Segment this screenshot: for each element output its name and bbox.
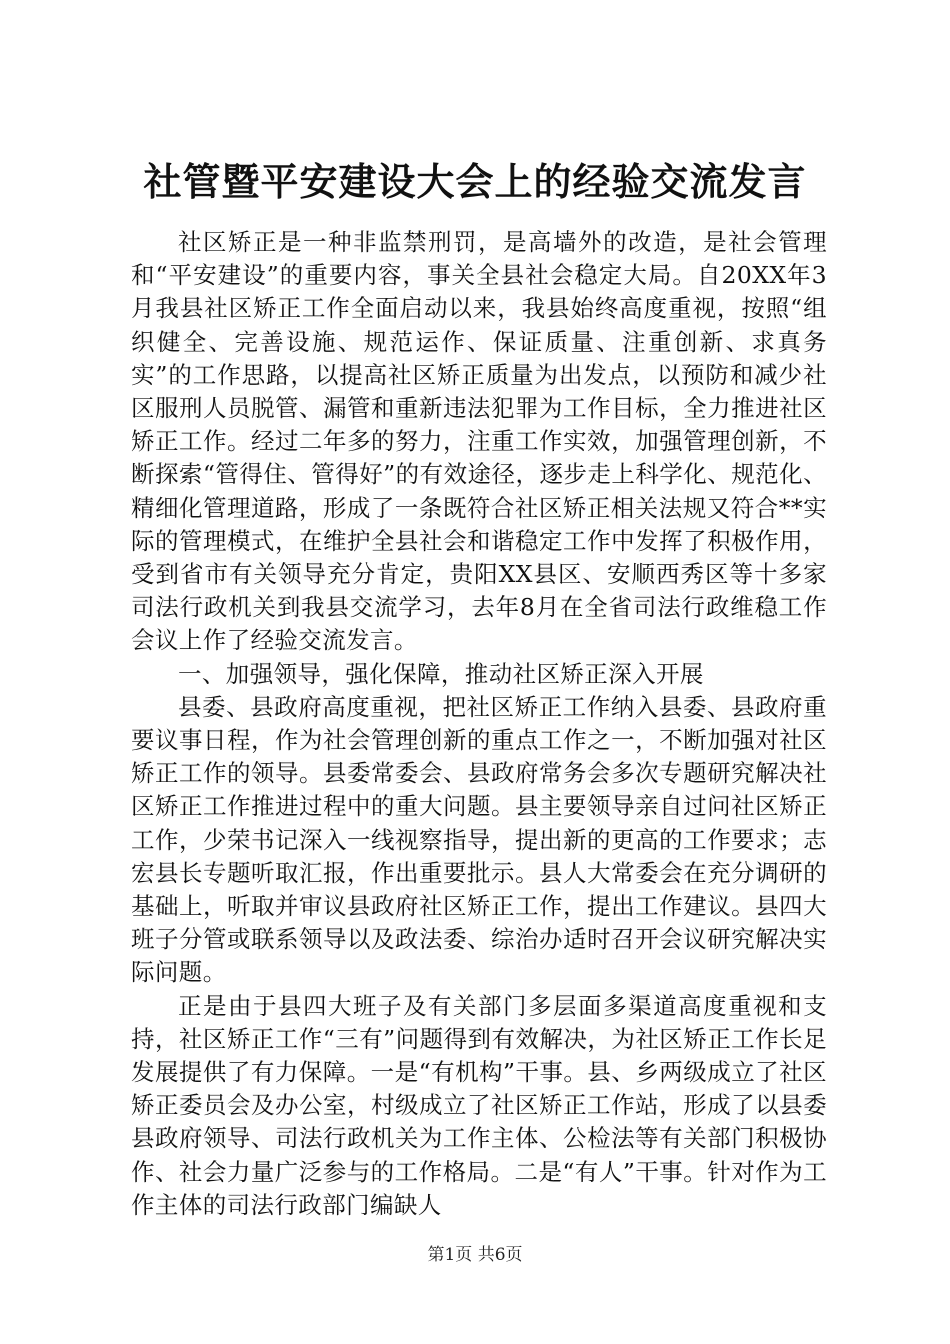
- section-heading: 一、加强领导，强化保障，推动社区矫正深入开展: [178, 659, 704, 688]
- document-title: 社管暨平安建设大会上的经验交流发言: [143, 159, 807, 204]
- page-number-footer: 第1页 共6页: [427, 1245, 523, 1265]
- section-paragraph-2: 正是由于县四大班子及有关部门多层面多渠道高度重视和支持，社区矫正工作“三有”问题得到有效解决，为社区矫正工作长足发展提供了有力保障。一是“有机构”干事。县、乡两级成立了社区矫正委员会及办公室，村级成立了社区矫正工作站，形成了以县委县政府领导、司法行政机关为工作主体、公检法等有关部门积极协作、社会力量广泛参与的工作格局。二是“有人”干事。针对作为工作主体的司法行政部门编缺人: [131, 991, 827, 1219]
- section-paragraph-1: 县委、县政府高度重视，把社区矫正工作纳入县委、县政府重要议事日程，作为社会管理创新的重点工作之一，不断加强对社区矫正工作的领导。县委常委会、县政府常务会多次专题研究解决社区矫正工作推进过程中的重大问题。县主要领导亲自过问社区矫正工作，少荣书记深入一线视察指导，提出新的更高的工作要求；志宏县长专题听取汇报，作出重要批示。县人大常委会在充分调研的基础上，听取并审议县政府社区矫正工作，提出工作建议。县四大班子分管或联系领导以及政法委、综治办适时召开会议研究解决实际问题。: [131, 692, 827, 987]
- document-body: [131, 226, 827, 1222]
- intro-paragraph: 社区矫正是一种非监禁刑罚，是高墙外的改造，是社会管理和“平安建设”的重要内容，事关全县社会稳定大局。自20XX年3月我县社区矫正工作全面启动以来，我县始终高度重视，按照“组织健全、完善设施、规范运作、保证质量、注重创新、求真务实”的工作思路，以提高社区矫正质量为出发点，以预防和减少社区服刑人员脱管、漏管和重新违法犯罪为工作目标，全力推进社区矫正工作。经过二年多的努力，注重工作实效，加强管理创新，不断探索“管得住、管得好”的有效途径，逐步走上科学化、规范化、精细化管理道路，形成了一条既符合社区矫正相关法规又符合**实际的管理模式，在维护全县社会和谐稳定工作中发挥了积极作用，受到省市有关领导充分肯定，贵阳XX县区、安顺西秀区等十多家司法行政机关到我县交流学习，去年8月在全省司法行政维稳工作会议上作了经验交流发言。: [131, 228, 827, 655]
